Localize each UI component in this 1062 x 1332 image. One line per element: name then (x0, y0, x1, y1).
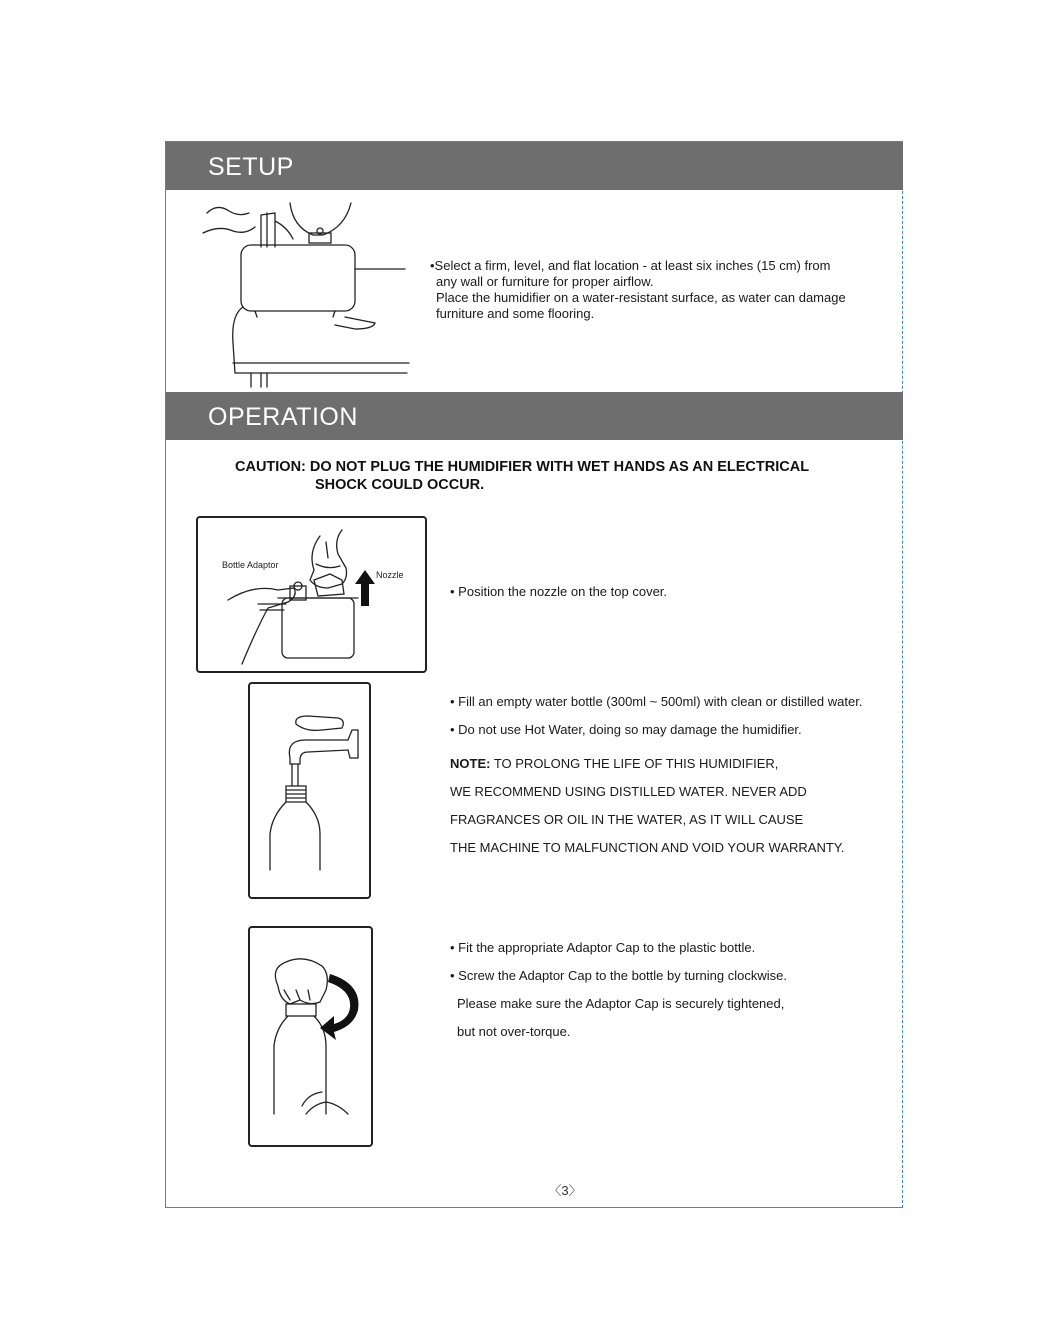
adaptor-cap-illustration-box (248, 926, 373, 1147)
step3-bullet-1: • Fit the appropriate Adaptor Cap to the plastic bottle. (450, 940, 756, 955)
operation-header (166, 392, 903, 440)
screwing-adaptor-cap-illustration (250, 928, 371, 1145)
step3-line-4: but not over-torque. (457, 1024, 571, 1039)
page-number: 〈3〉 (548, 1183, 582, 1198)
nozzle-placement-illustration (198, 518, 425, 671)
note-line-2: WE RECOMMEND USING DISTILLED WATER. NEVER ADD (450, 784, 807, 799)
step3-line-3: Please make sure the Adaptor Cap is securely tightened, (457, 996, 785, 1011)
note-line-1-text: TO PROLONG THE LIFE OF THIS HUMIDIFIER, (490, 756, 779, 771)
caution-line-2: SHOCK COULD OCCUR. (315, 477, 485, 493)
faucet-filling-bottle-illustration (250, 684, 369, 897)
setup-text-line-1: •Select a firm, level, and flat location - at least six inches (15 cm) from (430, 258, 831, 273)
note-line-4: THE MACHINE TO MALFUNCTION AND VOID YOUR WARRANTY. (450, 840, 845, 855)
setup-text-line-2: any wall or furniture for proper airflow. (436, 274, 654, 289)
operation-title: OPERATION (208, 403, 358, 431)
setup-text-line-4: furniture and some flooring. (436, 306, 595, 321)
step2-bullet-2: • Do not use Hot Water, doing so may damage the humidifier. (450, 722, 802, 737)
fill-bottle-illustration-box (248, 682, 371, 899)
setup-title: SETUP (208, 153, 294, 181)
nozzle-illustration-box (196, 516, 427, 673)
step3-bullet-2: • Screw the Adaptor Cap to the bottle by turning clockwise. (450, 968, 787, 983)
setup-header (166, 142, 903, 190)
label-nozzle: Nozzle (376, 570, 404, 580)
step2-bullet-1: • Fill an empty water bottle (300ml ~ 500ml) with clean or distilled water. (450, 694, 863, 709)
note-label: NOTE: (450, 756, 491, 771)
label-bottle-adaptor: Bottle Adaptor (222, 560, 279, 570)
setup-text-line-3: Place the humidifier on a water-resistant surface, as water can damage (436, 290, 846, 305)
caution-warning (235, 458, 855, 494)
step1-bullet: • Position the nozzle on the top cover. (450, 584, 668, 599)
note-line-1 (450, 756, 778, 771)
humidifier-on-table-illustration (195, 195, 420, 390)
note-line-3: FRAGRANCES OR OIL IN THE WATER, AS IT WILL CAUSE (450, 812, 804, 827)
caution-line-1: CAUTION: DO NOT PLUG THE HUMIDIFIER WITH WET HANDS AS AN ELECTRICAL (235, 459, 810, 475)
